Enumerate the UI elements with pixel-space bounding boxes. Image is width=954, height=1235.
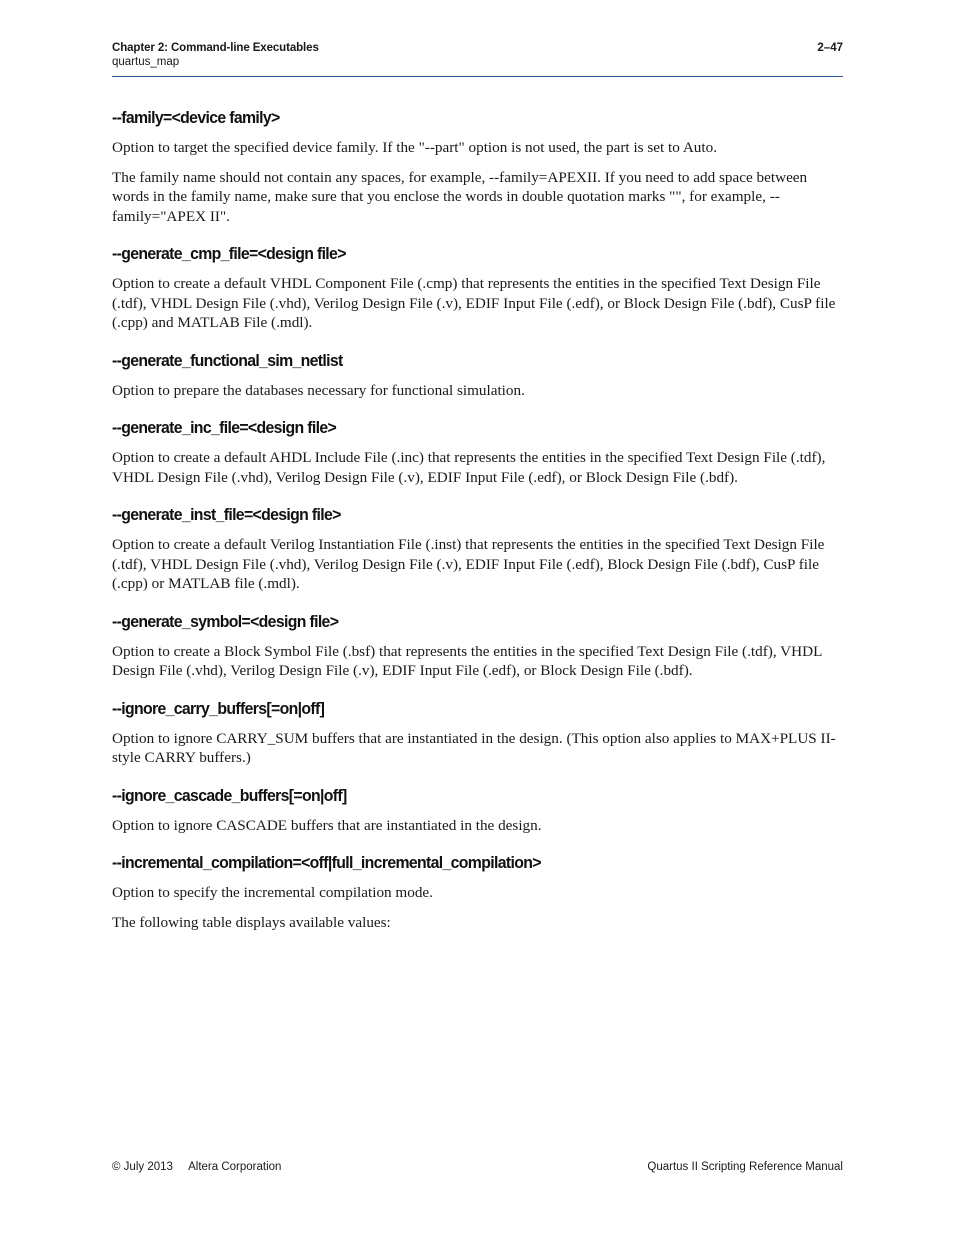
option-heading: --generate_inc_file=<design file>: [112, 418, 337, 437]
option-description: Option to target the specified device family. If the "--part" option is not used, the part is set to Auto.: [112, 139, 717, 156]
option-family: [112, 106, 843, 226]
footer-copyright: © July 2013: [112, 1161, 173, 1173]
option-heading: --ignore_carry_buffers[=on|off]: [112, 698, 325, 718]
option-description: Option to create a default Verilog Instantiation File (.inst) that represents the entities in the specified Text Design File (.tdf), VHDL Design File (.vhd), Verilog Design File (.v), EDIF Input File (.edf), Block Design File (.bdf), CusP file (.cpp) or MATLAB file (.mdl).: [112, 536, 825, 592]
option-ignore-carry-buffers: [112, 697, 843, 768]
option-generate-inc-file: [112, 416, 843, 487]
option-generate-cmp-file: [112, 242, 843, 333]
option-description: Option to ignore CASCADE buffers that are instantiated in the design.: [112, 816, 542, 834]
option-description: Option to prepare the databases necessary for functional simulation.: [112, 381, 525, 399]
page-footer: [112, 1161, 843, 1173]
option-description: Option to create a default VHDL Component File (.cmp) that represents the entities in the specified Text Design File (.tdf), VHDL Design File (.vhd), Verilog Design File (.v), EDIF Input File (.edf), or Block Design File (.bdf), CusP file (.cpp) and MATLAB File (.mdl).: [112, 275, 836, 331]
option-incremental-compilation: [112, 851, 843, 932]
option-description: Option to ignore CARRY_SUM buffers that are instantiated in the design. (This option also applies to MAX+PLUS II-style CARRY buffers.): [112, 729, 836, 766]
option-description: Option to create a default AHDL Include File (.inc) that represents the entities in the specified Text Design File (.tdf), VHDL Design File (.vhd), Verilog Design File (.v), EDIF Input File (.edf), or Block Design File (.bdf).: [112, 449, 826, 486]
option-heading: --generate_inst_file=<design file>: [112, 505, 341, 524]
option-heading: --generate_symbol=<design file>: [112, 611, 339, 631]
option-heading: --incremental_compilation=<off|full_incremental_compilation>: [112, 853, 541, 872]
page-header: [112, 42, 843, 68]
header-divider: [112, 76, 843, 77]
option-description: Option to create a Block Symbol File (.bsf) that represents the entities in the specified Text Design File (.tdf), VHDL Design File (.vhd), Verilog Design File (.v), EDIF Input File (.edf), or Block Design File (.bdf).: [112, 642, 822, 679]
section-subtitle: quartus_map: [112, 56, 180, 68]
footer-manual-title: Quartus II Scripting Reference Manual: [647, 1161, 843, 1173]
option-heading: --ignore_cascade_buffers[=on|off]: [112, 785, 347, 805]
header-row: [112, 42, 843, 54]
option-heading: --generate_functional_sim_netlist: [112, 350, 343, 370]
option-heading: --generate_cmp_file=<design file>: [112, 244, 346, 263]
option-description: The family name should not contain any spaces, for example, --family=APEXII. If you need to add space between words in the family name, make sure that you enclose the words in double quotation marks "", for example, --family="APEX II".: [112, 168, 808, 225]
option-generate-inst-file: [112, 503, 843, 594]
option-ignore-cascade-buffers: [112, 784, 843, 836]
option-generate-symbol: [112, 610, 843, 681]
page-content: [112, 106, 843, 948]
footer-left: [112, 1161, 281, 1173]
option-description: Option to specify the incremental compilation mode.: [112, 884, 433, 901]
option-heading: --family=<device family>: [112, 108, 280, 127]
option-description: The following table displays available values:: [112, 913, 391, 931]
footer-company: Altera Corporation: [188, 1161, 282, 1173]
chapter-title: Chapter 2: Command-line Executables: [112, 42, 319, 54]
option-generate-functional-sim-netlist: [112, 349, 843, 401]
page-number: 2–47: [817, 42, 843, 54]
